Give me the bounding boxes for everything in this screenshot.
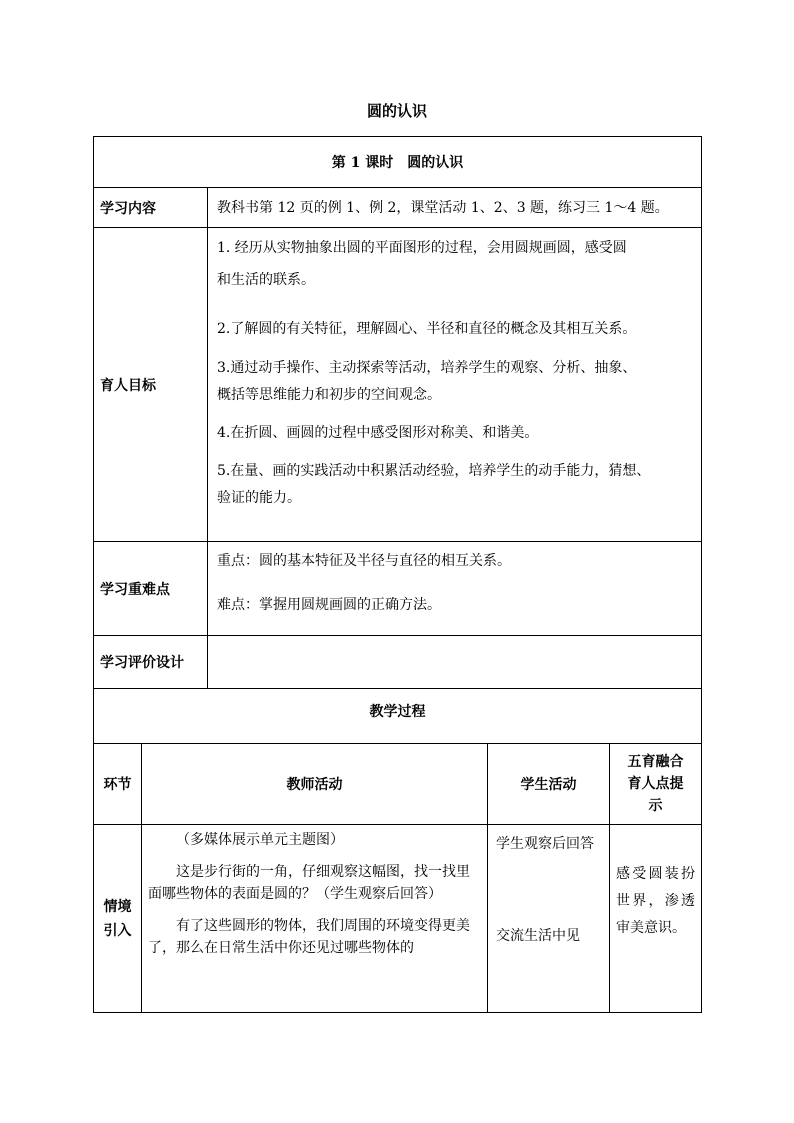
intro-student-line1: 学生观察后回答 — [496, 836, 594, 852]
goals-list — [208, 228, 702, 542]
intro-teacher-line3: 有了这些圆形的物体，我们周围的环境变得更美了，那么在日常生活中你还见过哪些物体的 — [148, 918, 470, 956]
intro-phase-line1: 情境 — [103, 898, 132, 915]
key-point-text: 重点：圆的基本特征及半径与直径的相互关系。 — [217, 553, 511, 569]
goal-item-3a: 3.通过动手操作、主动探索等活动，培养学生的观察、分析、抽象、 — [217, 360, 637, 376]
header-tip-line1: 五育融合 — [627, 754, 684, 770]
goal-item-3b: 概括等思维能力和初步的空间观念。 — [217, 387, 441, 403]
intro-teacher-line2: 这是步行街的一角，仔细观察这幅图，找一找里面哪些物体的表面是圆的？（学生观察后回答） — [148, 864, 470, 902]
header-tip — [610, 744, 702, 825]
header-phase: 环节 — [94, 744, 142, 825]
intro-phase — [94, 825, 142, 1013]
content-text: 教科书第 12 页的例 1、例 2，课堂活动 1、2、3 题，练习三 1～4 题。 — [208, 188, 702, 228]
intro-student-activity — [488, 825, 610, 1013]
header-student: 学生活动 — [488, 744, 610, 825]
goal-item-5b: 验证的能力。 — [217, 490, 301, 506]
goals-label: 育人目标 — [94, 228, 208, 542]
evaluation-row — [94, 636, 702, 689]
key-points-label: 学习重难点 — [94, 542, 208, 636]
header-tip-line3: 示 — [648, 798, 663, 814]
header-tip-line2: 育人点提 — [627, 776, 684, 792]
evaluation-content — [208, 636, 702, 689]
lesson-plan-table — [93, 136, 702, 1013]
goal-item-1a: 1. 经历从实物抽象出圆的平面图形的过程，会用圆规画圆，感受圆 — [217, 240, 627, 256]
intro-student-line2: 交流生活中见 — [496, 928, 580, 944]
evaluation-label: 学习评价设计 — [94, 636, 208, 689]
content-label: 学习内容 — [94, 188, 208, 228]
goal-item-5a: 5.在量、画的实践活动中积累活动经验，培养学生的动手能力，猜想、 — [217, 463, 651, 479]
intro-row — [94, 825, 702, 1013]
process-title: 教学过程 — [94, 689, 702, 744]
goals-row — [94, 228, 702, 542]
key-points-content — [208, 542, 702, 636]
intro-phase-line2: 引入 — [103, 922, 132, 939]
key-points-row — [94, 542, 702, 636]
lesson-title-row — [94, 137, 702, 188]
goal-item-2: 2.了解圆的有关特征，理解圆心、半径和直径的概念及其相互关系。 — [217, 321, 637, 337]
intro-teacher-activity — [142, 825, 488, 1013]
difficult-point-text: 难点：掌握用圆规画圆的正确方法。 — [217, 597, 441, 613]
document-title: 圆的认识 — [366, 102, 427, 120]
lesson-title: 第 1 课时 圆的认识 — [94, 137, 702, 188]
process-header-row — [94, 744, 702, 825]
header-teacher: 教师活动 — [142, 744, 488, 825]
content-row — [94, 188, 702, 228]
goal-item-1b: 和生活的联系。 — [217, 272, 315, 288]
intro-teacher-line1: （多媒体展示单元主题图） — [176, 832, 344, 848]
process-title-row — [94, 689, 702, 744]
intro-tip: 感受圆装扮世界，渗透审美意识。 — [610, 825, 702, 1013]
goal-item-4: 4.在折圆、画圆的过程中感受图形对称美、和谐美。 — [217, 425, 539, 441]
